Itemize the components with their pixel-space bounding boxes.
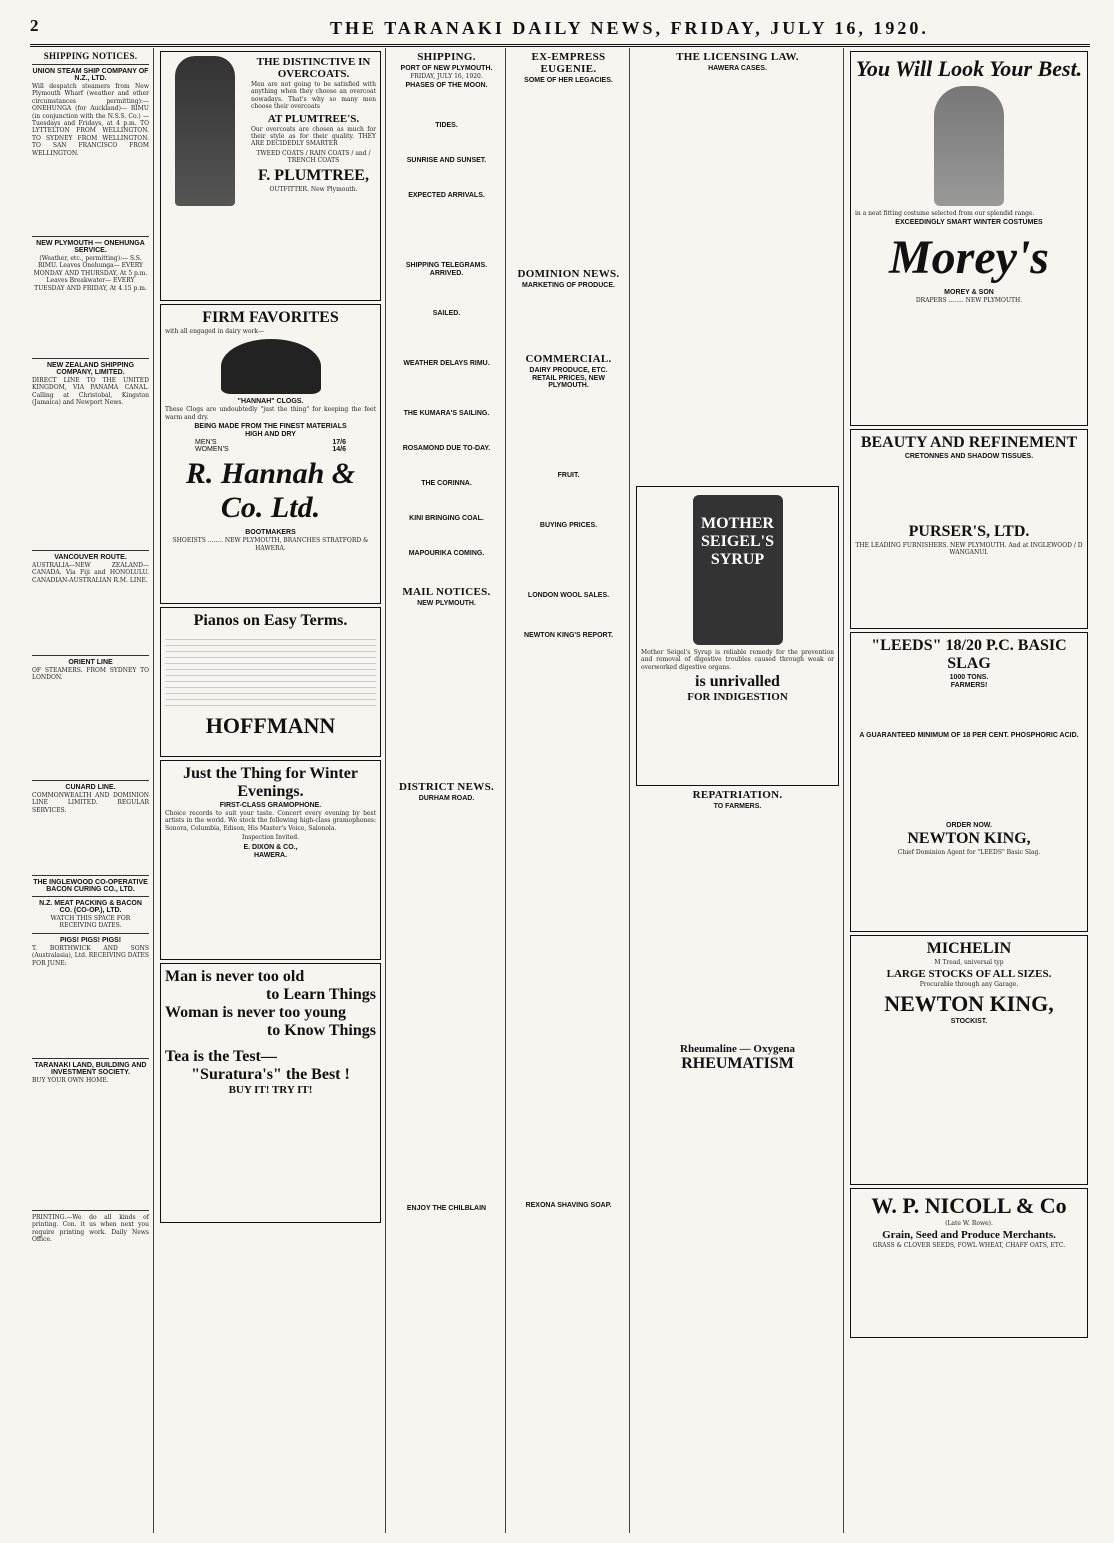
tea-line5: Tea is the Test— <box>165 1048 277 1065</box>
firm-clogs: "HANNAH" CLOGS. <box>237 398 304 406</box>
tea-line3: Woman is never too young <box>165 1004 347 1021</box>
michelin-garage: Procurable through any Garage. <box>919 981 1019 989</box>
commercial-heading: COMMERCIAL. <box>525 353 612 365</box>
seigel-indigestion: FOR INDIGESTION <box>687 691 788 704</box>
divider <box>32 780 149 781</box>
npl-text: (Weather, etc., permitting):— S.S. RIMU. Leaves Onehunga— EVERY MONDAY AND THURSDAY, At 5 p.m. Leaves Breakwater— EVERY TUESDAY AND FRIDAY, At 4.15 p.m. <box>33 255 148 292</box>
plumtree-sub: OUTFITTER. New Plymouth. <box>269 185 358 193</box>
nicoll-title: W. P. NICOLL & Co <box>871 1193 1067 1218</box>
pursers-text: THE LEADING FURNISHERS. NEW PLYMOUTH. And at INGLEWOOD / D WANGANUI. <box>855 542 1083 557</box>
leeds-newton: NEWTON KING, <box>907 830 1031 847</box>
tea-line1: Man is never too old <box>165 968 305 985</box>
firm-made: BEING MADE FROM THE FINEST MATERIALS <box>194 423 347 431</box>
licensing-heading: THE LICENSING LAW. <box>676 51 799 63</box>
gramophone-sub: FIRST-CLASS GRAMOPHONE. <box>219 802 322 809</box>
phases-heading: PHASES OF THE MOON. <box>405 82 488 90</box>
page-number: 2 <box>30 16 39 35</box>
pursers-title: BEAUTY AND REFINEMENT <box>860 434 1078 451</box>
divider <box>32 550 149 551</box>
firm-text: These Clogs are undoubtedly "just the thing" for keeping the feet warm and dry. <box>165 406 376 421</box>
michelin-large: LARGE STOCKS OF ALL SIZES. <box>886 968 1052 981</box>
licensing-sub: HAWERA CASES. <box>708 65 767 72</box>
pianos-title: Pianos on Easy Terms. <box>193 612 348 629</box>
divider <box>32 358 149 359</box>
mail-heading: MAIL NOTICES. <box>402 586 491 599</box>
seigel-ad <box>636 486 839 786</box>
plumtree-at: AT PLUMTREE'S. <box>267 112 360 125</box>
pigs-title: PIGS! PIGS! PIGS! <box>59 936 122 944</box>
corinna-heading: THE CORINNA. <box>421 480 472 488</box>
orient-title: ORIENT LINE <box>68 659 113 666</box>
durham-heading: DURHAM ROAD. <box>418 795 475 803</box>
firm-sub: with all engaged in dairy work— <box>165 328 264 335</box>
commercial-sub: DAIRY PRODUCE, ETC. <box>529 367 608 374</box>
michelin-sub: M Tread, universal typ <box>934 959 1004 966</box>
seigel-text: Mother Seigel's Syrup is reliable remedy for the prevention and removal of digestive troubles caused through weak or overworked digestive organs. <box>641 649 834 671</box>
leeds-agents: Chief Dominion Agent for "LEEDS" Basic Slag. <box>897 849 1041 856</box>
divider <box>32 896 149 897</box>
divider <box>32 236 149 237</box>
port-date: FRIDAY, JULY 16, 1920. <box>410 73 483 80</box>
dominion-sub: MARKETING OF PRODUCE. <box>522 282 615 289</box>
lady-illustration <box>934 86 1004 206</box>
tides-heading: TIDES. <box>435 122 458 130</box>
rosamond-heading: ROSAMOND DUE TO-DAY. <box>402 445 491 453</box>
pigs-text: T. BORTHWICK AND SONS (Australasia), Ltd. RECEIVING DATES FOR JUNE: <box>32 944 149 967</box>
repat-sub: TO FARMERS. <box>713 803 762 810</box>
leeds-tons: 1000 TONS. <box>949 674 989 681</box>
divider <box>32 1210 149 1211</box>
michelin-ad <box>850 935 1088 1185</box>
tea-line6: "Suratura's" the Best ! <box>191 1066 350 1083</box>
mail-place: NEW PLYMOUTH. <box>417 600 476 608</box>
gramophone-inv: Inspection Invited. <box>241 834 300 842</box>
nz-title: NEW ZEALAND SHIPPING COMPANY, LIMITED. <box>46 362 135 376</box>
leeds-order: ORDER NOW. <box>946 822 992 829</box>
gramophone-town: HAWERA. <box>253 851 288 859</box>
morey-brand: Morey's <box>889 231 1049 285</box>
divider <box>32 655 149 656</box>
morey-ad <box>850 51 1088 426</box>
eugenie-sub: SOME OF HER LEGACIES. <box>524 77 613 84</box>
leeds-farmers: FARMERS! <box>950 682 988 689</box>
pursers-ad <box>850 429 1088 629</box>
fruit-heading: FRUIT. <box>557 472 580 479</box>
tea-line2: to Learn Things <box>266 986 376 1003</box>
nicoll-text: GRASS & CLOVER SEEDS, FOWL WHEAT, CHAFF OATS, ETC. <box>872 1242 1066 1250</box>
seigel-bottle: MOTHER SEIGEL'S SYRUP <box>693 495 783 645</box>
plumtree-title: THE DISTINCTIVE IN OVERCOATS. <box>256 56 371 80</box>
kumara-heading: THE KUMARA'S SAILING. <box>403 410 490 418</box>
kini-heading: KINI BRINGING COAL. <box>409 515 484 523</box>
tea-ad <box>160 963 381 1223</box>
meat-title: N.Z. MEAT PACKING & BACON CO. (CO-OP.), LTD. <box>39 900 142 914</box>
nicoll-ad <box>850 1188 1088 1338</box>
shipping-notices-heading: SHIPPING NOTICES. <box>43 51 138 61</box>
plumtree-ad <box>160 51 381 301</box>
womens-label: WOMEN'S <box>195 446 229 454</box>
morey-title: You Will Look Your Best. <box>855 56 1083 81</box>
union-text: Will despatch steamers from New Plymouth Wharf (weather and other circumstances permitting):— ONEHUNGA (for Auckland)— RIMU (in conjunction with the N.S.S. Co.) — Tuesdays and Fridays, at 4 p.m. TO LYTTELTON FROM WELLINGTON. TO SYDNEY FROM WELLINGTON. TO SAN FRANCISCO FROM WELLINGTON. <box>32 83 149 157</box>
tea-line4: to Know Things <box>266 1022 376 1039</box>
mens-price: 17/6 <box>332 439 346 447</box>
wool-heading: LONDON WOOL SALES. <box>527 592 610 599</box>
arrived-heading: ARRIVED. <box>429 270 464 278</box>
column-advertisements <box>156 48 386 1533</box>
column-licensing <box>632 48 844 1533</box>
vancouver-text: AUSTRALIA—NEW ZEALAND—CANADA. Via Fiji and HONOLULU. CANADIAN-AUSTRALIAN R.M. LINE. <box>32 562 149 584</box>
gramophone-title: Just the Thing for Winter Evenings. <box>183 765 358 800</box>
leeds-guarantee: A GUARANTEED MINIMUM OF 18 PER CENT. PHOSPHORIC ACID. <box>859 732 1079 739</box>
mapourika-heading: MAPOURIKA COMING. <box>408 550 485 558</box>
price-table <box>165 634 376 709</box>
printing-notice: PRINTING.—We do all kinds of printing. Con. it us when next you require printing work. Daily News Office. <box>32 1213 149 1244</box>
mens-label: MEN'S <box>195 439 217 447</box>
michelin-stockist: STOCKIST. <box>950 1017 988 1025</box>
firm-highdry: HIGH AND DRY <box>245 431 296 439</box>
meat-text: WATCH THIS SPACE FOR RECEIVING DATES. <box>50 915 131 930</box>
nz-text: DIRECT LINE TO THE UNITED KINGDOM, VIA PANAMA CANAL. Calling at Christobal, Kingston (Jamaica) and Newport News. <box>32 377 149 407</box>
nicoll-sub: (Late W. Rowe). <box>945 1220 993 1227</box>
leeds-ad <box>850 632 1088 932</box>
pianos-ad <box>160 607 381 757</box>
leeds-title: "LEEDS" 18/20 P.C. BASIC SLAG <box>871 637 1067 672</box>
expected-heading: EXPECTED ARRIVALS. <box>408 192 485 200</box>
nicoll-tag: Grain, Seed and Produce Merchants. <box>882 1229 1056 1242</box>
michelin-title: MICHELIN <box>926 940 1012 957</box>
hannah-clogs-ad <box>160 304 381 604</box>
column-ads <box>846 48 1092 1533</box>
sailed-heading: SAILED. <box>432 310 461 318</box>
hoffmann-brand: HOFFMANN <box>205 713 336 738</box>
column-shipping-notices <box>28 48 154 1533</box>
rheumaline: Rheumaline — Oxygena <box>680 1043 795 1055</box>
pursers-sub: CRETONNES AND SHADOW TISSUES. <box>904 453 1034 460</box>
masthead <box>30 10 1090 47</box>
repat-heading: REPATRIATION. <box>692 789 783 801</box>
hannah-branches: SHOEISTS ........ NEW PLYMOUTH, BRANCHES STRATFORD & HAWERA. <box>172 537 369 552</box>
firm-title: FIRM FAVORITES <box>202 309 339 326</box>
gramophone-text: Choice records to suit your taste. Concert every evening by best artists in the world. We stock the following high-class gramophones: Sonora, Columbia, Edison, His Master's Voice, Salonola. <box>165 810 376 832</box>
chilblain-heading: ENJOY THE CHILBLAIN <box>406 1205 487 1213</box>
michelin-newton: NEWTON KING, <box>884 990 1054 1016</box>
land-title: TARANAKI LAND, BUILDING AND INVESTMENT SOCIETY. <box>34 1061 147 1076</box>
sunrise-heading: SUNRISE AND SUNSET. <box>406 157 487 165</box>
womens-price: 14/6 <box>332 446 346 454</box>
overcoat-illustration <box>175 56 235 206</box>
newspaper-title: THE TARANAKI DAILY NEWS, FRIDAY, JULY 16, 1920. <box>330 18 929 38</box>
buying-heading: BUYING PRICES. <box>539 522 598 529</box>
hannah-sub: BOOTMAKERS <box>245 529 296 537</box>
npl-title: NEW PLYMOUTH — ONEHUNGA SERVICE. <box>36 240 145 254</box>
column-news <box>508 48 630 1533</box>
rexona-heading: REXONA SHAVING SOAP. <box>525 1202 612 1209</box>
morey-costumes: EXCEEDINGLY SMART WINTER COSTUMES <box>895 219 1043 227</box>
plumtree-text2: Our overcoats are chosen as much for their style as for their quality. THEY ARE DECIDEDLY SMARTER <box>251 125 376 148</box>
retail-heading: RETAIL PRICES, NEW PLYMOUTH. <box>532 375 605 389</box>
morey-text: in a neat fitting costume selected from our splendid range. <box>855 210 1035 217</box>
morey-drapers: DRAPERS ........ NEW PLYMOUTH. <box>915 297 1023 305</box>
seigel-big: is unrivalled <box>695 673 780 691</box>
dominion-heading: DOMINION NEWS. <box>517 268 620 280</box>
gramophone-ad <box>160 760 381 960</box>
hannah-brand: R. Hannah & Co. Ltd. <box>185 457 356 525</box>
clog-illustration <box>221 339 321 394</box>
telegrams-heading: SHIPPING TELEGRAMS. <box>405 262 488 270</box>
gramophone-dealer: E. DIXON & CO., <box>243 843 298 851</box>
morey-sub: MOREY & SON <box>944 289 994 297</box>
weather-heading: WEATHER DELAYS RIMU. <box>403 360 490 368</box>
pursers-name: PURSER'S, LTD. <box>908 523 1030 540</box>
union-title: UNION STEAM SHIP COMPANY OF N.Z., LTD. <box>32 68 149 82</box>
eugenie-heading: EX-EMPRESS EUGENIE. <box>531 51 606 75</box>
coop-title: THE INGLEWOOD CO-OPERATIVE BACON CURING CO., LTD. <box>33 879 148 893</box>
cunard-title: CUNARD LINE. <box>65 784 116 791</box>
plumtree-items: TWEED COATS / RAIN COATS / and / TRENCH COATS <box>256 149 371 165</box>
divider <box>32 64 149 65</box>
rheum-title: RHEUMATISM <box>681 1055 794 1072</box>
divider <box>32 875 149 876</box>
orient-text: OF STEAMERS. FROM SYDNEY TO LONDON. <box>32 667 149 682</box>
port-heading: PORT OF NEW PLYMOUTH. <box>400 65 493 72</box>
divider <box>32 933 149 934</box>
plumtree-name: F. PLUMTREE, <box>258 166 369 184</box>
land-text: BUY YOUR OWN HOME. <box>32 1076 109 1084</box>
cunard-text: COMMONWEALTH AND DOMINION LINE LIMITED. REGULAR SERVICES. <box>32 792 149 814</box>
tea-line7: BUY IT! TRY IT! <box>228 1084 313 1096</box>
district-heading: DISTRICT NEWS. <box>398 781 495 794</box>
vancouver-title: VANCOUVER ROUTE. <box>54 554 127 561</box>
newton-report-heading: NEWTON KING'S REPORT. <box>523 632 614 639</box>
plumtree-text: Men are not going to be satisfied with anything when they choose an overcoat nowadays. That's why so many men choose their overcoats <box>251 81 376 111</box>
divider <box>32 1058 149 1059</box>
shipping-heading: SHIPPING. <box>417 51 476 63</box>
column-shipping <box>388 48 506 1533</box>
